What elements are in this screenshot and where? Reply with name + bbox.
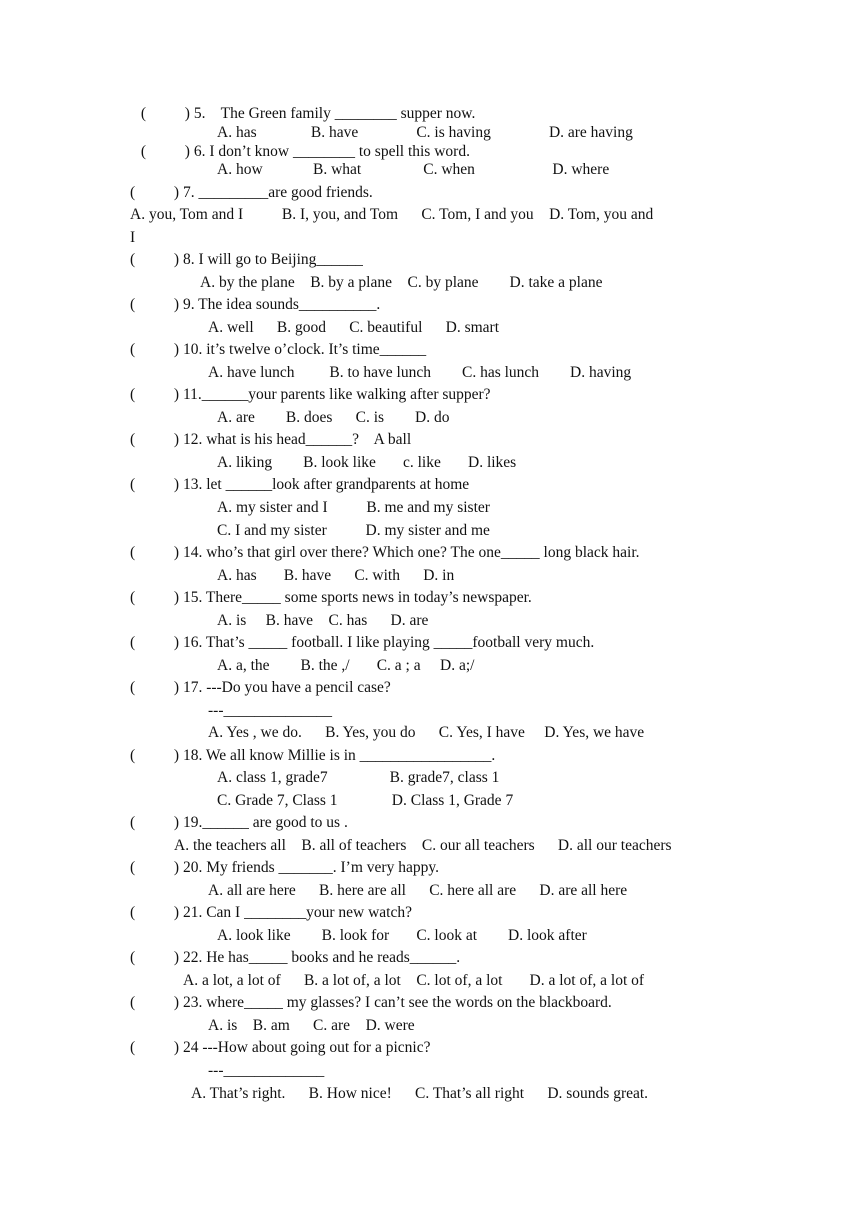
question-15-options: A. is B. have C. has D. are [217,612,429,629]
question-13-options-a-b: A. my sister and I B. me and my sister [217,499,490,516]
question-22-options: A. a lot, a lot of B. a lot of, a lot C. lot of, a lot D. a lot of, a lot of [183,972,645,989]
question-14-options: A. has B. have C. with D. in [217,567,455,584]
question-14-stem: ( ) 14. who’s that girl over there? Which one? The one_____ long black hair. [130,544,640,561]
question-13-options-c-d: C. I and my sister D. my sister and me [217,522,490,539]
question-21-options: A. look like B. look for C. look at D. look after [217,927,587,944]
question-23-stem: ( ) 23. where_____ my glasses? I can’t see the words on the blackboard. [130,994,612,1011]
question-24-stem: ( ) 24 ---How about going out for a picnic? [130,1039,431,1056]
question-8-stem: ( ) 8. I will go to Beijing______ [130,251,363,268]
question-23-options: A. is B. am C. are D. were [208,1017,415,1034]
question-16-options: A. a, the B. the ,/ C. a ; a D. a;/ [217,657,475,674]
question-24-response-blank: ---_____________ [208,1062,325,1079]
question-9-stem: ( ) 9. The idea sounds__________. [130,296,381,313]
question-17-options: A. Yes , we do. B. Yes, you do C. Yes, I have D. Yes, we have [208,724,645,741]
question-6-stem: ( ) 6. I don’t know ________ to spell this word. [137,143,470,160]
question-5-stem: ( ) 5. The Green family ________ supper now. [137,105,476,122]
question-11-options: A. are B. does C. is D. do [217,409,450,426]
question-20-options: A. all are here B. here are all C. here all are D. are all here [208,882,628,899]
question-7-stem: ( ) 7. _________are good friends. [130,184,373,201]
question-12-stem: ( ) 12. what is his head______? A ball [130,431,412,448]
question-9-options: A. well B. good C. beautiful D. smart [208,319,500,336]
question-16-stem: ( ) 16. That’s _____ football. I like playing _____football very much. [130,634,595,651]
question-5-options: A. has B. have C. is having D. are having [217,124,633,141]
question-11-stem: ( ) 11.______your parents like walking after supper? [130,386,491,403]
question-13-stem: ( ) 13. let ______look after grandparents at home [130,476,470,493]
question-7-options-wrap: I [130,229,136,246]
question-12-options: A. liking B. look like c. like D. likes [217,454,517,471]
question-15-stem: ( ) 15. There_____ some sports news in today’s newspaper. [130,589,532,606]
question-18-stem: ( ) 18. We all know Millie is in _________________. [130,747,496,764]
question-18-options-a-b: A. class 1, grade7 B. grade7, class 1 [217,769,500,786]
question-7-options: A. you, Tom and I B. I, you, and Tom C. Tom, I and you D. Tom, you and [130,206,654,223]
question-22-stem: ( ) 22. He has_____ books and he reads______. [130,949,461,966]
question-17-stem: ( ) 17. ---Do you have a pencil case? [130,679,391,696]
question-19-options: A. the teachers all B. all of teachers C. our all teachers D. all our teachers [174,837,672,854]
question-18-options-c-d: C. Grade 7, Class 1 D. Class 1, Grade 7 [217,792,514,809]
question-24-options: A. That’s right. B. How nice! C. That’s all right D. sounds great. [191,1085,649,1102]
question-20-stem: ( ) 20. My friends _______. I’m very happy. [130,859,439,876]
question-6-options: A. how B. what C. when D. where [217,161,610,178]
question-17-response-blank: ---______________ [208,702,332,719]
question-10-options: A. have lunch B. to have lunch C. has lunch D. having [208,364,632,381]
question-19-stem: ( ) 19.______ are good to us . [130,814,348,831]
question-21-stem: ( ) 21. Can I ________your new watch? [130,904,412,921]
question-8-options: A. by the plane B. by a plane C. by plane D. take a plane [200,274,603,291]
question-10-stem: ( ) 10. it’s twelve o’clock. It’s time______ [130,341,427,358]
